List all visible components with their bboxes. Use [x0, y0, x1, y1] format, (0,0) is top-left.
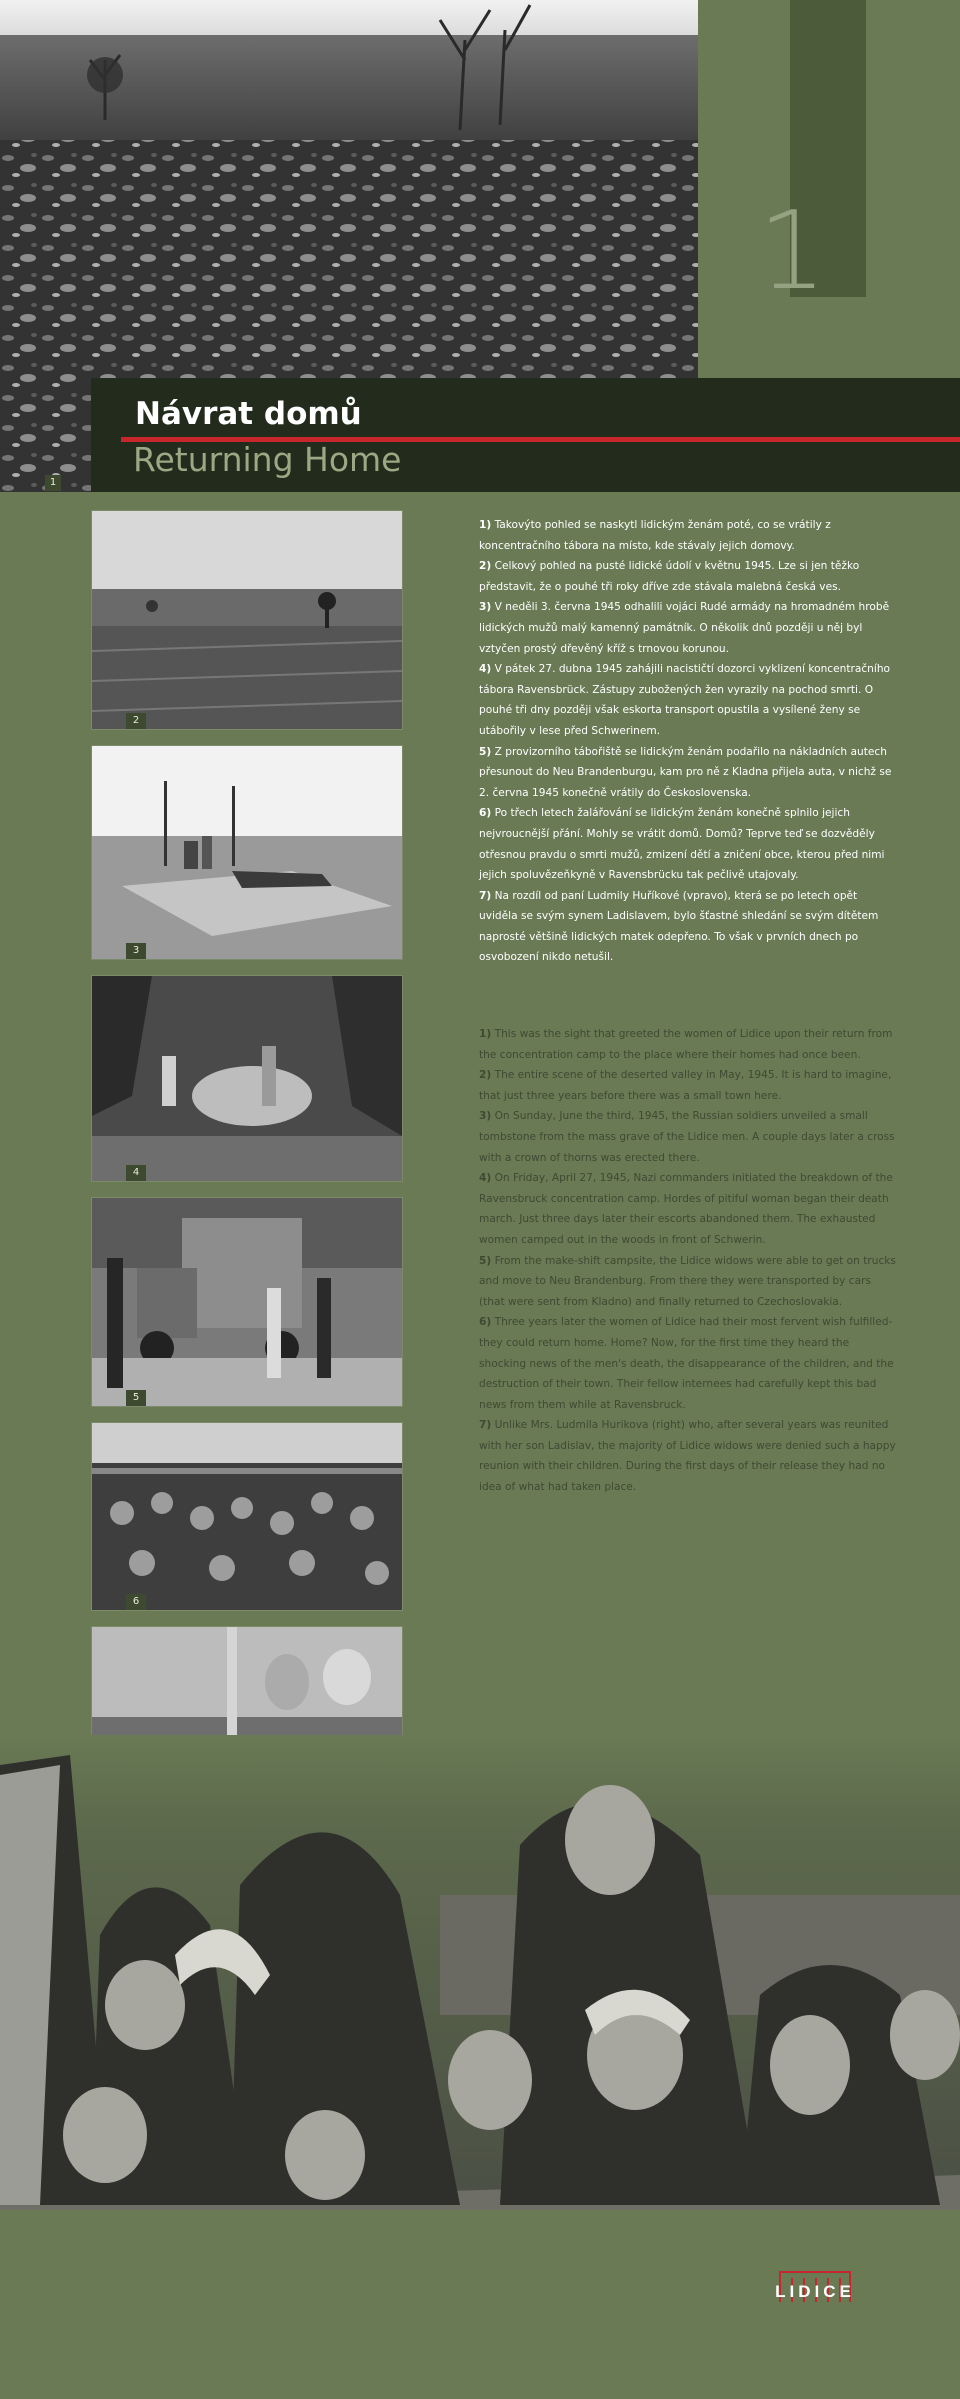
caption-text-czech [479, 515, 899, 968]
title-czech: Návrat domů [135, 396, 362, 432]
caption-cz-2: 2) Celkový pohled na pusté lidické údolí v květnu 1945. Lze si jen těžko představit, že o pouhé tři roky dříve zde stávala malebná česká ves. [479, 560, 860, 593]
photo-truck-return [91, 1197, 403, 1407]
photo-number: 2 [126, 713, 146, 729]
caption-en-5: 5) From the make-shift campsite, the Lidice widows were able to get on trucks and move to Neu Brandenburg. From there they were transported by cars (that were sent from Kladno) and finally returned to Czechoslovakia. [479, 1254, 896, 1308]
caption-cz-3: 3) V neděli 3. června 1945 odhalili vojáci Rudé armády na hromadném hrobě lidických mužů malý kamenný památník. O několik dnů později u něj byl vztyčen prostý dřevěný kříž s trnovou korunou. [479, 601, 890, 655]
caption-en-4: 4) On Friday, April 27, 1945, Nazi commanders initiated the breakdown of the Ravensbruck concentration camp. Hordes of pitiful woman began their death march. Just three days later their escorts abandoned them. The exhausted women camped out in the woods in front of Schwerin. [479, 1172, 893, 1246]
caption-cz-5: 5) Z provizorního tábořiště se lidickým ženám podařilo na nákladních autech přesunout do Neu Brandenburgu, kam pro ně z Kladna přijela auta, v nichž se 2. června 1945 konečně vrátily do Československa. [479, 745, 892, 799]
caption-en-2: 2) The entire scene of the deserted valley in May, 1945. It is hard to imagine, that just three years before there was a small town here. [479, 1069, 892, 1102]
caption-cz-6: 6) Po třech letech žalářování se lidickým ženám konečně splnilo jejich nejvroucnější přání. Mohly se vrátit domů. Domů? Teprve teď se dozvěděly otřesnou pravdu o smrti mužů, zmizení dětí a zničení obce, kterou před nimi jejich spoluvězeňkyně v Ravensbrücku tak pečlivě utajovaly. [479, 807, 885, 882]
caption-en-1: 1) This was the sight that greeted the women of Lidice upon their return from the concentration camp to the place where their homes had once been. [479, 1028, 893, 1061]
caption-en-7: 7) Unlike Mrs. Ludmila Hurikova (right) who, after several years was reunited with her son Ladislav, the majority of Lidice widows were denied such a happy reunion with their children. During the first days of their release they had no idea of what had taken place. [479, 1419, 896, 1494]
caption-cz-1: 1) Takovýto pohled se naskytl lidickým ženám poté, co se vrátily z koncentračního tábora na místo, kde stávaly jejich domovy. [479, 519, 831, 552]
photo-women-camp-forest [91, 975, 403, 1182]
caption-en-3: 3) On Sunday, June the third, 1945, the Russian soldiers unveiled a small tombstone from the mass grave of the Lidice men. A couple days later a cross with a crown of thorns was erected there. [479, 1110, 895, 1164]
caption-cz-7: 7) Na rozdíl od paní Ludmily Huříkové (vpravo), která se po letech opět uviděla se svým synem Ladislavem, bylo šťastné shledání se svým dítětem naprosté většině lidických matek odepřeno. To však v prvních dnech po osvobození nikdo netušil. [479, 889, 879, 964]
panel-number: 1 [758, 189, 827, 314]
photo-memorial-grave [91, 745, 403, 960]
hero-photo-number: 1 [45, 475, 61, 491]
caption-text-english [479, 1024, 899, 1498]
caption-cz-4: 4) V pátek 27. dubna 1945 zahájili nacističtí dozorci vyklizení koncentračního tábora Ravensbrück. Zástupy zubožených žen vyrazily na pochod smrti. O pouhé tři dny později však eskorta transport opustila a vysílené ženy se utábořily v lese před Schwerinem. [479, 663, 891, 737]
photo-number: 3 [126, 943, 146, 959]
photo-crowd-celebration [91, 1422, 403, 1611]
photo-number: 6 [126, 1594, 146, 1610]
logo-text: LIDICE [775, 2282, 855, 2301]
photo-deserted-valley [91, 510, 403, 730]
title-english: Returning Home [133, 440, 402, 479]
caption-en-6: 6) Three years later the women of Lidice had their most fervent wish fulfilled-they could return home. Home? Now, for the first time they heard the shocking news of the men's death, the disappearance of the children, and the destruction of their town. Their fellow internees had carefully kept this bad news from them while at Ravensbruck. [479, 1316, 894, 1411]
bottom-photo-collage-women [0, 1735, 960, 2210]
photo-number: 5 [126, 1390, 146, 1406]
lidice-logo [760, 2262, 870, 2312]
photo-number: 4 [126, 1165, 146, 1181]
